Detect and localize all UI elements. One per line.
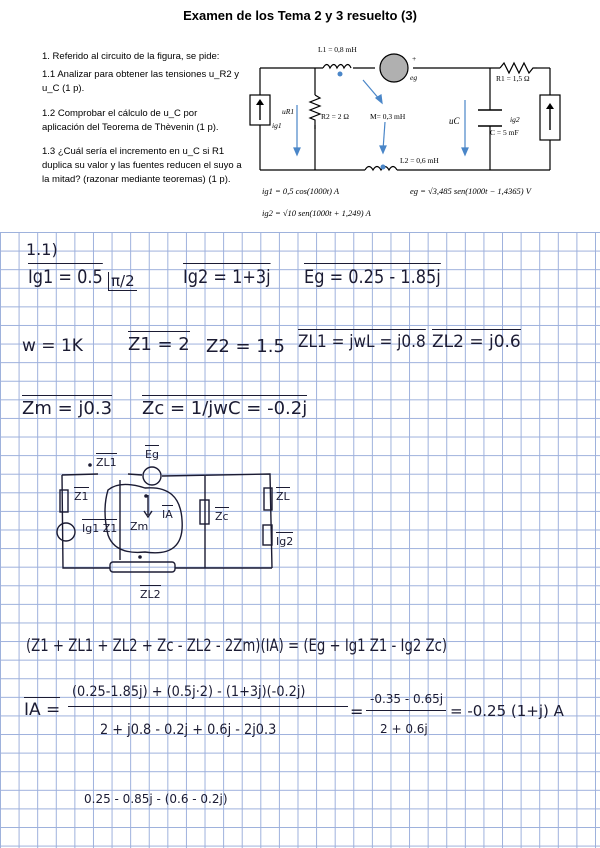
- question-1-1: 1.1 Analizar para obtener las tensiones u_R2 y u_C (1 p).: [42, 69, 239, 94]
- hw-z1: Z1 = 2: [128, 334, 190, 355]
- formula-eg: eg = √3,485 sen(1000t − 1,4365) V: [410, 186, 531, 196]
- sketch-zl: ZL: [276, 490, 290, 503]
- current-source-ig1: [250, 95, 270, 125]
- hw-eq3: 0.25 - 0.85j - (0.6 - 0.2j): [84, 792, 228, 806]
- label-ur1: uR1: [282, 107, 295, 116]
- question-1: 1. Referido al circuito de la figura, se pide:: [42, 51, 220, 62]
- hw-zm: Zm = j0.3: [22, 398, 113, 419]
- sketch-zl1: ZL1: [96, 456, 117, 469]
- hw-zl1: ZL1 = jwL = j0.8: [298, 332, 426, 352]
- formula-ig2: ig2 = √10 sen(1000t + 1,249) A: [262, 208, 371, 218]
- label-ig2: ig2: [510, 115, 520, 124]
- hw-eq2-lhs: IA =: [24, 700, 61, 720]
- sketch-z1: Z1: [74, 490, 89, 503]
- label-l2: L2 = 0,6 mH: [400, 156, 439, 165]
- hw-eq2-frac-bar: [366, 710, 446, 711]
- label-plus: +: [412, 54, 417, 63]
- current-source-ig2: [540, 95, 560, 140]
- section-label: 1.1): [26, 240, 58, 259]
- hw-zc: Zc = 1/jwC = -0.2j: [142, 398, 308, 419]
- hw-ig1-angle: π/2: [108, 272, 137, 291]
- hw-eq2-frac-num: -0.35 - 0.65j: [370, 692, 444, 706]
- hw-eg: Eg = 0.25 - 1.85j: [304, 266, 441, 288]
- label-eg: eg: [410, 73, 418, 82]
- sketch-ia: IA: [162, 508, 173, 521]
- voltage-source-eg: [380, 54, 408, 82]
- sketch-zc: Zc: [215, 510, 229, 523]
- sketch-eg: Eg: [145, 448, 159, 461]
- hw-ig1: Ig1 = 0.5: [28, 266, 103, 288]
- sketch-zl2: ZL2: [140, 588, 161, 601]
- page-title: Examen de los Tema 2 y 3 resuelto (3): [183, 8, 417, 23]
- hw-eq2-fraction-bar: [68, 706, 348, 707]
- formula-ig1: ig1 = 0,5 cos(1000t) A: [262, 186, 340, 196]
- sketch-zm: Zm: [130, 520, 149, 533]
- label-uc: uC: [449, 116, 460, 126]
- capacitor-c: [478, 110, 502, 126]
- label-m: M= 0,3 mH: [370, 112, 406, 121]
- question-1-2: 1.2 Comprobar el cálculo de u_C por aplicación del Teorema de Thèvenin (1 p).: [42, 108, 219, 133]
- hw-w: w = 1K: [22, 336, 83, 356]
- label-c: C = 5 mF: [490, 128, 519, 137]
- hw-eq2-equals: =: [350, 702, 364, 721]
- sketch-ig1z1: Ig1 Z1: [82, 522, 118, 535]
- label-r1: R1 = 1,5 Ω: [496, 74, 530, 83]
- hw-eq2-result: = -0.25 (1+j) A: [450, 702, 564, 720]
- inductor-l1: [323, 65, 351, 69]
- hw-zl2: ZL2 = j0.6: [432, 332, 521, 352]
- label-l1: L1 = 0,8 mH: [318, 45, 357, 54]
- hw-eq2-den: 2 + j0.8 - 0.2j + 0.6j - 2j0.3: [100, 722, 277, 738]
- question-1-3: 1.3 ¿Cuál sería el incremento en u_C si R1 duplica su valor y las fuentes reducen el suyo a la mitad? (razonar mediante teoremas) (1 p).: [42, 146, 242, 185]
- hw-z2: Z2 = 1.5: [206, 336, 285, 357]
- hw-eq2-num: (0.25-1.85j) + (0.5j·2) - (1+3j)(-0.2j): [72, 684, 306, 700]
- label-ig1: ig1: [272, 121, 282, 130]
- resistor-r2: [310, 95, 320, 129]
- resistor-r1: [500, 63, 537, 73]
- hw-eq1: (Z1 + ZL1 + ZL2 + Zc - ZL2 - 2Zm)(IA) = (Eg + Ig1 Z1 - Ig2 Zc): [26, 636, 448, 656]
- hw-eq2-frac-den: 2 + 0.6j: [380, 722, 428, 736]
- hw-ig2: Ig2 = 1+3j: [183, 266, 271, 288]
- label-r2: R2 = 2 Ω: [321, 112, 349, 121]
- sketch-ig2: Ig2: [276, 535, 294, 548]
